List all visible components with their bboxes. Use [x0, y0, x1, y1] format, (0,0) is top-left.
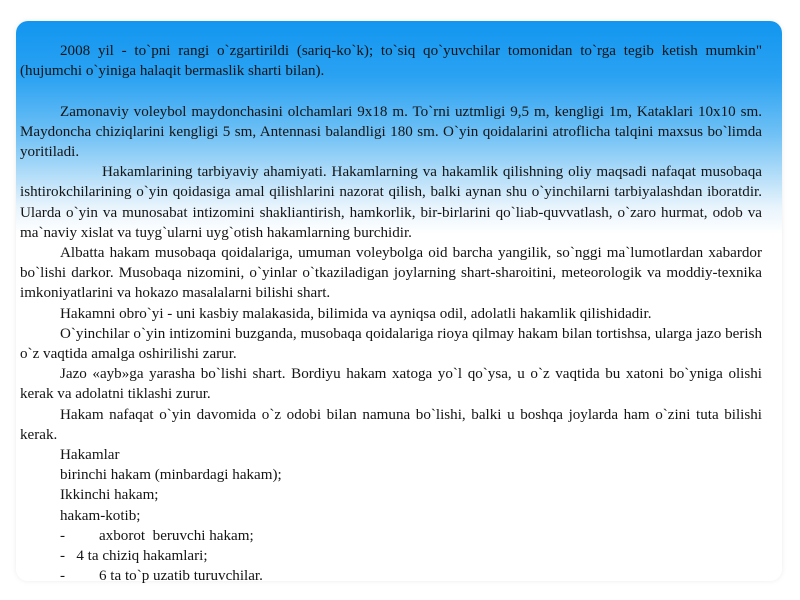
paragraph-court-dimensions: Zamonaviy voleybol maydonchasini olchamlari 9x18 m. To`rni uztmligi 9,5 m, kengligi 1m, Kataklari 10x10 sm. Maydoncha chiziqlarini kengligi 5 sm, Antennasi balandligi 180 sm. O`yin qoidalarini atroflicha talqini maxsus bo`limda yoritiladi. — [20, 103, 762, 160]
list-title: Hakamlar — [60, 447, 120, 464]
paragraph-punishment: Jazo «ayb»ga yarasha bo`lishi shart. Bordiyu hakam xatoga yo`l qo`ysa, u o`z vaqtida bu xatoni bo`yniga olishi kerak va adolatni tiklashi zurur. — [20, 366, 762, 403]
paragraph-discipline: O`yinchilar o`yin intizomini buzganda, musobaqa qoidalariga rioya qilmay hakam bilan tortishsa, ularga jazo berish o`z vaqtida amalga oshirilishi zarur. — [20, 325, 762, 363]
list-item: birinchi hakam (minbardagi hakam); — [60, 467, 282, 484]
paragraph-referee-authority: Hakamni obro`yi - uni kasbiy malakasida, bilimida va ayniqsa odil, adolatli hakamlik qilishidadir. — [60, 305, 652, 322]
dash-list-item: - axborot beruvchi hakam; — [60, 527, 254, 544]
document-body — [20, 41, 762, 586]
list-item: hakam-kotib; — [60, 507, 141, 524]
blank-line — [20, 81, 762, 101]
dash-list-item: - 6 ta to`p uzatib turuvchilar. — [60, 568, 263, 585]
paragraph-referee-knowledge: Albatta hakam musobaqa qoidalariga, umuman voleybolga oid barcha yangilik, so`nggi ma`lumotlardan xabardor bo`lishi darkor. Musobaqa nizomini, o`yinlar o`tkaziladigan joylarning shart-sharoitini, meteorologik va moddiy-texnika imkoniyatlarini va hokazo masalalarni bilishi shart. — [20, 245, 762, 302]
paragraph-ball-color: 2008 yil - to`pni rangi o`zgartirildi (sariq-ko`k); to`siq qo`yuvchilar tomonidan to`rga tegib ketish mumkin" (hujumchi o`yiniga halaqit bermaslik sharti bilan). — [20, 43, 762, 80]
paragraph-referee-education: Hakamlarining tarbiyaviy ahamiyati. Hakamlarning va hakamlik qilishning oliy maqsadi nafaqat musobaqa ishtirokchilarining o`yin qoidasiga amal qilishlarini nazorat qilish, balki aynan shu o`yinchilarni tarbiyalashdan iboratdir. Ularda o`yin va munosabat intizomini shakliantirish, hamkorlik, bir-birlarini qo`liab-quvvatlash, o`zaro hurmat, odob va ma`naviy xislat va tuyg`ularni uyg`otish hakamlarning burchidir. — [20, 164, 762, 241]
dash-list-item: - 4 ta chiziq hakamlari; — [60, 548, 208, 565]
paragraph-conduct: Hakam nafaqat o`yin davomida o`z odobi bilan namuna bo`lishi, balki u boshqa joylarda ham o`zini tuta bilishi kerak. — [20, 406, 762, 443]
list-item: Ikkinchi hakam; — [60, 487, 159, 504]
